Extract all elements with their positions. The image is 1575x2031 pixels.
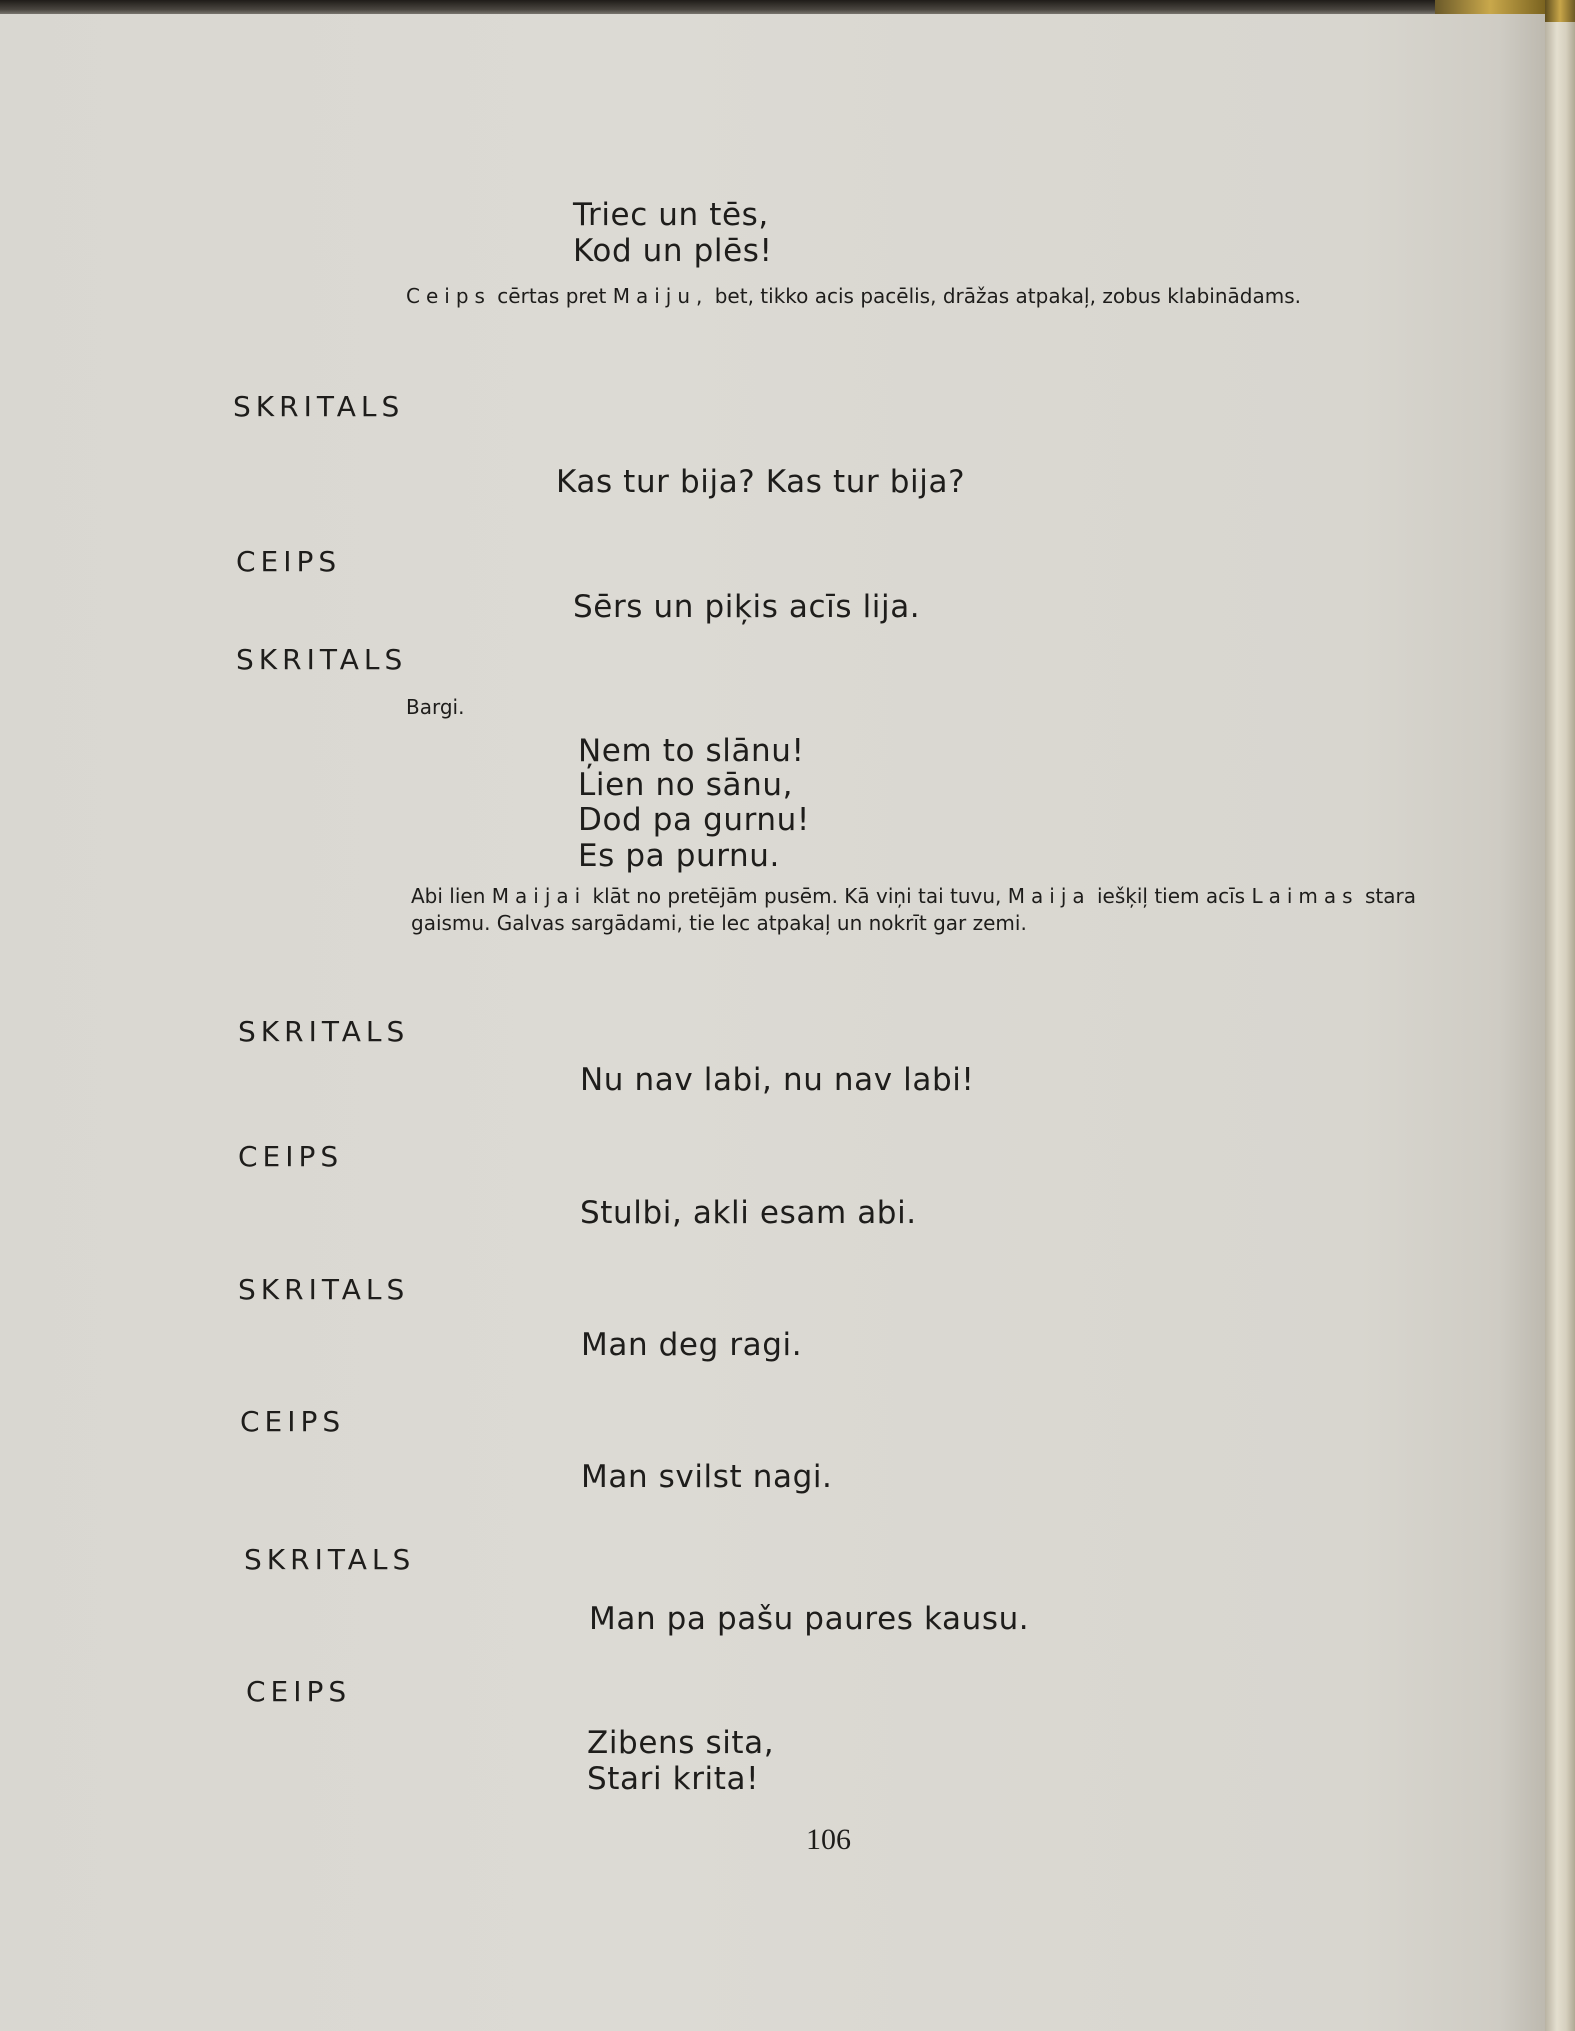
book-binding	[1545, 0, 1575, 2031]
verse-line: Kod un plēs!	[573, 233, 773, 269]
character-name: Maijai	[491, 884, 587, 908]
verse-line: Stulbi, akli esam abi.	[580, 1195, 917, 1231]
page-number: 106	[806, 1823, 851, 1856]
verse-line: Triec un tēs,	[573, 197, 769, 233]
stage-direction: Abi lien Maijai klāt no pretējām pusēm. Kā viņi tai tuvu, Maija iešķiļ tiem acīs Laimas stara gaismu. Galvas sargādami, tie lec atpakaļ un nokrīt gar zemi.	[411, 884, 1416, 935]
verse-line: Stari krita!	[587, 1761, 760, 1797]
speaker-name: CEIPS	[238, 1140, 344, 1173]
speaker-name: SKRITALS	[238, 1015, 410, 1048]
speaker-name: SKRITALS	[233, 390, 405, 423]
speaker-name: CEIPS	[236, 545, 342, 578]
verse-line: Es pa purnu.	[578, 838, 780, 874]
verse-line: Ņem to slānu!	[578, 733, 805, 769]
speaker-name: CEIPS	[240, 1405, 346, 1438]
verse-line: Zibens sita,	[587, 1725, 775, 1761]
binding-gilt	[1545, 0, 1575, 22]
speaker-name: CEIPS	[246, 1675, 352, 1708]
stage-direction: Bargi.	[406, 695, 465, 719]
character-name: Maija	[1007, 884, 1091, 908]
verse-line: Man svilst nagi.	[581, 1459, 833, 1495]
speaker-name: SKRITALS	[238, 1273, 410, 1306]
verse-line: Dod pa gurnu!	[578, 802, 810, 838]
verse-line: Nu nav labi, nu nav labi!	[580, 1062, 975, 1098]
speaker-name: SKRITALS	[236, 643, 408, 676]
verse-line: Sērs un piķis acīs lija.	[573, 589, 921, 625]
verse-line: Man deg ragi.	[581, 1327, 803, 1363]
verse-line: Lien no sānu,	[578, 767, 794, 803]
character-name: Laimas	[1251, 884, 1359, 908]
character-name: Ceips	[406, 284, 491, 308]
character-name: Maiju,	[612, 284, 709, 308]
speaker-name: SKRITALS	[244, 1543, 416, 1576]
verse-line: Man pa pašu paures kausu.	[589, 1601, 1030, 1637]
verse-line: Kas tur bija? Kas tur bija?	[556, 464, 966, 500]
stage-direction: Ceips cērtas pret Maiju, bet, tikko acis pacēlis, drāžas atpakaļ, zobus klabinādams.	[406, 284, 1302, 308]
